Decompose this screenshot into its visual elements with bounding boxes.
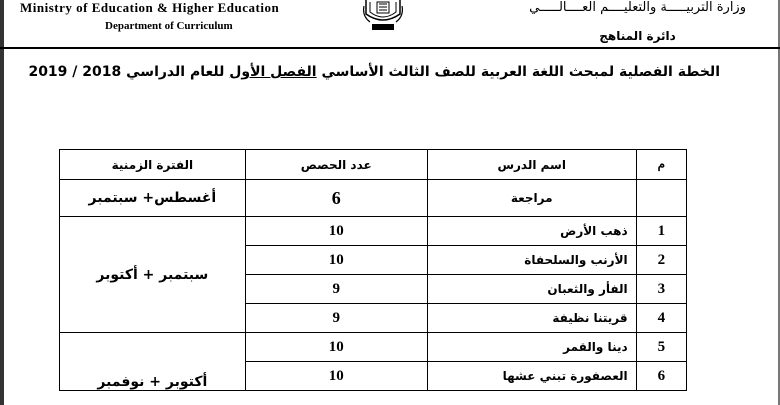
cell-count: 10 bbox=[245, 217, 427, 246]
cell-period: أغسطس+ سبتمبر bbox=[60, 180, 246, 217]
document-title bbox=[28, 64, 720, 80]
cell-count: 10 bbox=[245, 246, 427, 275]
header-num: م bbox=[636, 150, 686, 180]
header-english bbox=[20, 0, 279, 32]
cell-lesson: ذهب الأرض bbox=[427, 217, 636, 246]
cell-period: سبتمبر + أكتوبر bbox=[60, 217, 246, 333]
title-suffix: للعام الدراسي 2018 / 2019 bbox=[28, 64, 230, 80]
header-divider bbox=[0, 47, 780, 49]
cell-lesson: دينا والقمر bbox=[427, 333, 636, 362]
title-prefix: الخطة الفصلية لمبحث اللغة العربية للصف الثالث الأساسي bbox=[316, 64, 720, 80]
department-name-ar: دائرة المناهج bbox=[599, 29, 676, 43]
cell-lesson: الفأر والثعبان bbox=[427, 275, 636, 304]
ministry-name-ar: وزارة التربيـــــة والتعليــــم العــــالـــــي bbox=[529, 0, 746, 15]
table-row-review bbox=[60, 180, 687, 217]
cell-count: 10 bbox=[245, 333, 427, 362]
cell-num: 6 bbox=[636, 362, 686, 391]
page-left-border bbox=[0, 0, 4, 405]
header-period: الفترة الزمنية bbox=[60, 150, 246, 180]
palestine-emblem-icon bbox=[360, 0, 406, 32]
cell-num: 1 bbox=[636, 217, 686, 246]
cell-num: 4 bbox=[636, 304, 686, 333]
cell-num: 3 bbox=[636, 275, 686, 304]
cell-num: 5 bbox=[636, 333, 686, 362]
cell-period: أكتوبر + نوفمبر bbox=[60, 333, 246, 391]
cell-lesson: الأرنب والسلحفاة bbox=[427, 246, 636, 275]
table-header-row bbox=[60, 150, 687, 180]
cell-lesson: قريتنا نظيفة bbox=[427, 304, 636, 333]
cell-count: 9 bbox=[245, 275, 427, 304]
header-count: عدد الحصص bbox=[245, 150, 427, 180]
table-row bbox=[60, 333, 687, 362]
cell-count: 6 bbox=[245, 180, 427, 217]
department-name-en: Department of Curriculum bbox=[105, 20, 233, 32]
cell-lesson: العصفورة تبني عشها bbox=[427, 362, 636, 391]
header-arabic bbox=[529, 0, 746, 43]
cell-num: 2 bbox=[636, 246, 686, 275]
cell-num bbox=[636, 180, 686, 217]
title-semester: الفصل الأول bbox=[229, 64, 317, 80]
table-row bbox=[60, 217, 687, 246]
cell-count: 9 bbox=[245, 304, 427, 333]
ministry-name-en: Ministry of Education & Higher Education bbox=[20, 0, 280, 15]
header-lesson: اسم الدرس bbox=[427, 150, 636, 180]
cell-lesson: مراجعة bbox=[427, 180, 636, 217]
lesson-plan-table bbox=[59, 149, 687, 391]
cell-count: 10 bbox=[245, 362, 427, 391]
